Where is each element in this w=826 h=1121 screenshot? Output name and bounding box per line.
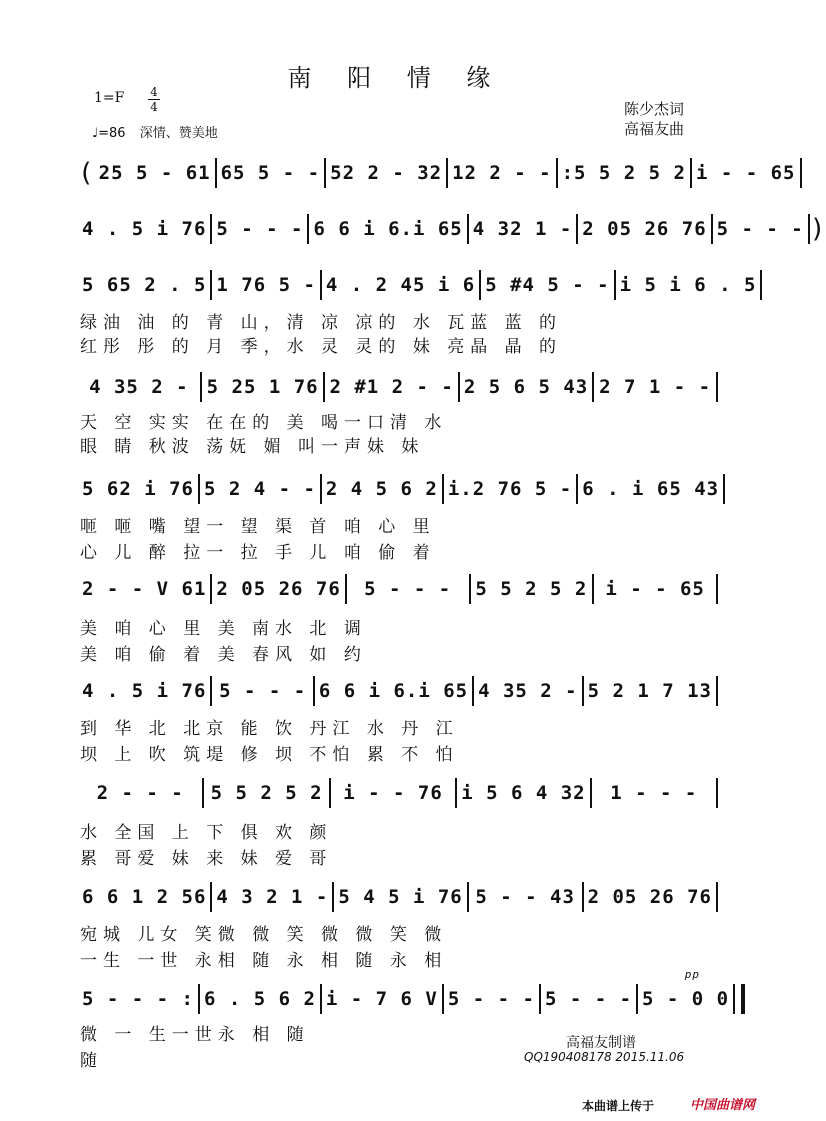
measure: 5 - - - — [544, 988, 633, 1010]
measure: 2 5 6 5 43 — [463, 376, 589, 398]
measure: 5 - - - : — [82, 988, 194, 1010]
barline — [733, 984, 745, 1014]
lyric-verse-1: 绿油 油 的 青 山，清 凉 凉的 水 瓦蓝 蓝 的 — [80, 313, 563, 333]
tempo-value: ♩=86 — [92, 126, 126, 141]
measure: 2 - - - — [96, 782, 184, 804]
lyric-verse-2: 心 儿 醉 拉一 拉 手 儿 咱 偷 着 — [80, 543, 436, 563]
measure: 2 05 26 76 — [587, 886, 712, 908]
lyric-verse-2: 一生 一世 永相 随 永 相 随 永 相 — [80, 951, 448, 971]
measure: 5 - - - — [447, 988, 535, 1010]
measure: 2 7 1 - - — [599, 376, 712, 398]
measure: 5 #4 5 - - — [485, 274, 610, 296]
barline — [716, 372, 718, 402]
measure: 5 2 4 - - — [203, 478, 316, 500]
barline — [800, 158, 802, 188]
staff-line — [78, 212, 826, 246]
lyric-verse-2: 坝 上 吹 筑堤 修 坝 不怕 累 不 怕 — [80, 745, 459, 765]
lyric-verse-1: 美 咱 心 里 美 南水 北 调 — [80, 619, 367, 639]
measure: 25 5 - 61 — [98, 162, 211, 184]
composer: 高福友曲 — [624, 120, 685, 138]
measure: 5 - - - — [219, 680, 307, 702]
time-signature — [148, 86, 160, 113]
measure: 5 2 1 7 13 — [587, 680, 712, 702]
barline — [723, 474, 725, 504]
barline — [716, 882, 718, 912]
staff-line — [78, 968, 730, 1016]
measure: 2 05 26 76 — [216, 578, 341, 600]
upload-text: 本曲谱上传于 — [582, 1099, 655, 1113]
time-signature-bottom: 4 — [150, 100, 158, 114]
measure: 12 2 - - — [452, 162, 552, 184]
measure: i - - 65 — [605, 578, 705, 600]
measure: 4 32 1 - — [472, 218, 573, 240]
lyric-verse-2: 随 — [80, 1051, 103, 1071]
measure: 6 6 1 2 56 — [82, 886, 207, 908]
measure: 5 4 5 i 76 — [338, 886, 463, 908]
measure: 1 76 5 - — [216, 274, 316, 296]
dynamic-marking: pp — [684, 968, 700, 981]
measure: 5 5 2 5 2 — [210, 782, 323, 804]
measure: 4 35 2 - — [89, 376, 189, 398]
mood-text: 深情、赞美地 — [139, 126, 218, 141]
staff-line — [78, 776, 718, 810]
measure: 5 65 2 . 5 — [82, 274, 207, 296]
measure: 65 5 - - — [220, 162, 321, 184]
barline — [716, 574, 718, 604]
measure: 5 - - - — [716, 218, 804, 240]
lyric-verse-1: 到 华 北 北京 能 饮 丹江 水 丹 江 — [80, 719, 459, 739]
lyric-verse-2: 累 哥爱 妹 来 妹 爱 哥 — [80, 849, 333, 869]
time-signature-top: 4 — [150, 85, 158, 99]
measure: i - - 65 — [695, 162, 796, 184]
barline — [716, 778, 718, 808]
page-title: 南 阳 情 缘 — [287, 64, 505, 92]
measure: i - 7 6 V — [325, 988, 438, 1010]
key-signature: 1=F — [94, 90, 125, 106]
measure: 5 - - - — [364, 578, 452, 600]
lyric-verse-1: 咂 咂 嘴 望一 望 渠 首 咱 心 里 — [80, 517, 436, 537]
measure: 5 - 0 0 — [642, 988, 730, 1010]
lyric-verse-2: 眼 睛 秋波 荡妩 媚 叫一声妹 妹 — [80, 437, 425, 457]
tempo-marking — [92, 122, 218, 141]
staff-line — [78, 156, 796, 190]
measure: 2 #1 2 - - — [329, 376, 454, 398]
measure: 5 25 1 76 — [206, 376, 319, 398]
lyric-verse-1: 宛城 儿女 笑微 微 笑 微 微 笑 微 — [80, 925, 448, 945]
lyricist: 陈少杰词 — [624, 100, 685, 118]
measure: 6 . 5 6 2 — [203, 988, 316, 1010]
barline — [716, 676, 718, 706]
measure: 5 62 i 76 — [82, 478, 194, 500]
measure: i - - 76 — [343, 782, 443, 804]
lyric-verse-1: 微 一 生一世永 相 随 — [80, 1025, 310, 1045]
measure: 2 05 26 76 — [582, 218, 707, 240]
close-paren: ) — [809, 214, 826, 244]
measure: i 5 i 6 . 5 — [619, 274, 757, 296]
staff-line — [78, 472, 718, 506]
measure: 5 5 2 5 2 — [475, 578, 588, 600]
measure: i 5 6 4 32 — [461, 782, 586, 804]
measure: 5 - - - — [216, 218, 304, 240]
open-paren: ( — [78, 158, 95, 188]
staff-line — [78, 268, 757, 302]
measure: 6 6 i 6.i 65 — [313, 218, 463, 240]
measure: 5 - - 43 — [475, 886, 575, 908]
measure: 4 . 5 i 76 — [82, 218, 207, 240]
measure: 1 - - - — [610, 782, 698, 804]
staff-line — [78, 674, 718, 708]
lyric-verse-1: 天 空 实实 在在的 美 喝一口清 水 — [80, 413, 448, 433]
measure: 52 2 - 32 — [330, 162, 443, 184]
measure: 6 6 i 6.i 65 — [318, 680, 469, 702]
measure: 6 . i 65 43 — [582, 478, 720, 500]
contact-info: QQ190408178 2015.11.06 — [524, 1050, 685, 1064]
measure: i.2 76 5 - — [447, 478, 573, 500]
lyric-verse-2: 红彤 彤 的 月 季，水 灵 灵的 妹 亮晶 晶 的 — [80, 337, 563, 357]
staff-line — [78, 880, 718, 914]
measure: 4 35 2 - — [478, 680, 578, 702]
staff-line — [78, 572, 718, 606]
barline — [760, 270, 762, 300]
transcriber: 高福友制谱 — [566, 1035, 636, 1051]
measure: :5 5 2 5 2 — [561, 162, 686, 184]
measure: 4 . 2 45 i 6 — [325, 274, 476, 296]
lyric-verse-2: 美 咱 偷 着 美 春风 如 约 — [80, 645, 367, 665]
site-logo: 中国曲谱网 — [690, 1098, 756, 1113]
lyric-verse-1: 水 全国 上 下 俱 欢 颜 — [80, 823, 333, 843]
measure: 2 4 5 6 2 — [325, 478, 438, 500]
measure: 4 3 2 1 - — [216, 886, 329, 908]
staff-line — [78, 370, 718, 404]
measure: 4 . 5 i 76 — [82, 680, 207, 702]
measure: 2 - - V 61 — [82, 578, 207, 600]
